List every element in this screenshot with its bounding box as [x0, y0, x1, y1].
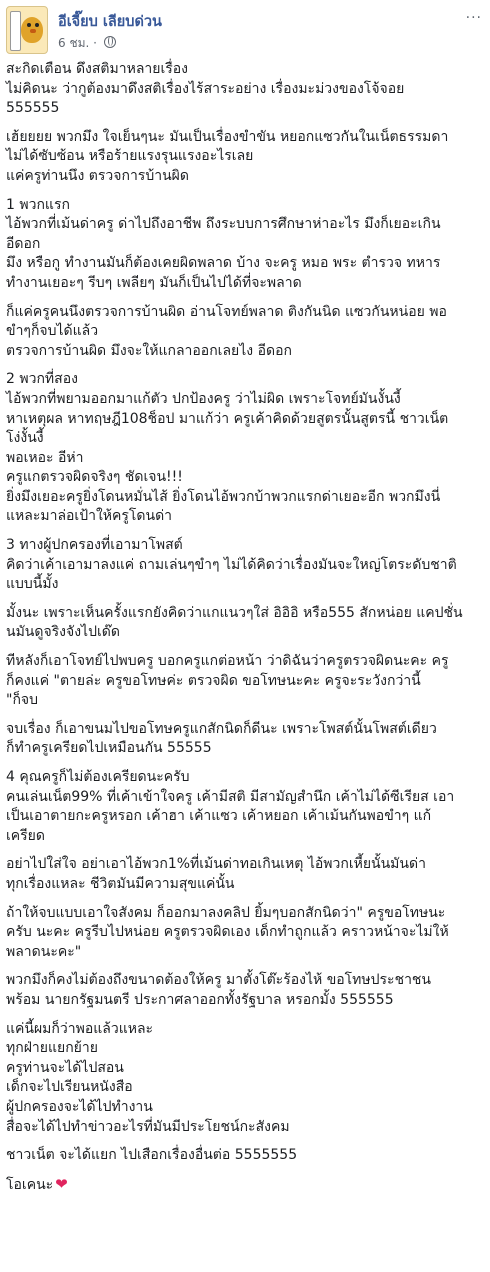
post-text-line: 1 พวกแรก: [6, 196, 70, 213]
post-text-line: 3 ทางผู้ปกครองที่เอามาโพสต์: [6, 537, 183, 554]
post-text-line: แบบนี้มั้ง: [6, 576, 59, 593]
post-text-line: ครับ นะคะ ครูรีบไปหน่อย ครูตรวจผิดเอง เด็กทำถูกแล้ว คราวหน้าจะไม่ให้: [6, 924, 449, 941]
post-text-line: แหละมาล่อเป้าให้ครูโดนด่า: [6, 508, 173, 525]
more-options-icon[interactable]: ···: [465, 10, 482, 26]
post-text-line: มึง หรือกู ทำงานมันก็ต้องเคยผิดพลาด บ้าง จะครู หมอ พระ ตำรวจ ทหาร: [6, 255, 441, 272]
post-paragraph: [6, 720, 484, 759]
post-text-line: ผู้ปกครองจะได้ไปทำงาน: [6, 1098, 153, 1115]
post-text-line: พร้อม นายกรัฐมนตรี ประกาศลาออกทั้งรัฐบาล หรอกมั้ง 555555: [6, 991, 394, 1008]
post-text-line: ก็แค่ครูคนนึงตรวจการบ้านผิด อ่านโจทย์พลาด ติงกันนิด แซวกันหน่อย พอ: [6, 303, 447, 320]
post-paragraph: [6, 971, 484, 1010]
post-text-line: อีดอก: [6, 235, 41, 252]
post-text-line: สื่อจะได้ไปทำข่าวอะไรที่มันมีประโยชน์กะสังคม: [6, 1118, 290, 1135]
post-text-line: เครียด: [6, 827, 45, 844]
post-timestamp[interactable]: 6 ชม.: [58, 36, 90, 50]
post-text-line: ทีหลังก็เอาโจทย์ไปพบครู บอกครูแกต่อหน้า ว่าดิฉันว่าครูตรวจผิดนะคะ ครู: [6, 653, 449, 670]
post-text-line: ไม่ได้ซับซ้อน หรือร้ายแรงรุนแรงอะไรเลย: [6, 148, 254, 165]
post-paragraph: [6, 536, 484, 595]
post-text-line: พอเหอะ อีห่า: [6, 449, 84, 466]
post-text-line: โง่งั้นงี้: [6, 430, 44, 447]
post-text-line: เป็นเอาตายกะครูหรอก เค้าฮา เค้าแซว เค้าหยอก เค้าเม้นกันพอขำๆ แก้: [6, 808, 432, 825]
post-text-line: ตรวจการบ้านผิด มึงจะให้แกลาออกเลยไง อีดอก: [6, 342, 292, 359]
post-paragraph: [6, 303, 484, 362]
post-text-line: แค่นี้ผมก็ว่าพอแล้วแหละ: [6, 1020, 154, 1037]
post-paragraph: [6, 1175, 484, 1196]
globe-icon[interactable]: [104, 36, 116, 48]
heart-emoji-icon: ❤: [55, 1174, 68, 1193]
post-paragraph: [6, 604, 484, 643]
post-text-line: สะกิดเตือน ดึงสติมาหลายเรื่อง: [6, 61, 189, 77]
post-body: [6, 60, 484, 1204]
post-text-line: ขำๆก็จบได้แล้ว: [6, 323, 99, 340]
post-paragraph: [6, 1146, 484, 1166]
post-text-line: จบเรื่อง ก็เอาขนมไปขอโทษครูแกสักนิดก็ดีนะ เพราะโพสต์นั้นโพสต์เดียว: [6, 720, 437, 737]
post-text-line: แค่ครูท่านนึง ตรวจการบ้านผิด: [6, 167, 189, 184]
post-text-line: ก็คงแค่ "ตายล่ะ ครูขอโทษค่ะ ตรวจผิด ขอโทษนะคะ ครูจะระวังกว่านี้: [6, 672, 421, 689]
post-text-line: นมันดูจริงจังไปเด๊ด: [6, 624, 120, 641]
post-paragraph: [6, 768, 484, 846]
post-text-line: โอเคนะ: [6, 1176, 54, 1193]
page-avatar[interactable]: [6, 6, 48, 54]
post-text-line: ครูแกตรวจผิดจริงๆ ชัดเจน!!!: [6, 469, 183, 486]
post-meta: [58, 34, 116, 53]
post-text-line: ทุกเรื่องแหละ ชีวิตมันมีความสุขแค่นั้น: [6, 875, 235, 892]
post-header: [6, 4, 486, 60]
post-text-line: เด็กจะไปเรียนหนังสือ: [6, 1079, 133, 1096]
post-paragraph: [6, 652, 484, 711]
post-text-line: พวกมึงก็คงไม่ต้องถึงขนาดต้องให้ครู มาตั้งโต๊ะร้องไห้ ขอโทษประชาชน: [6, 972, 432, 989]
post-text-line: เฮ้ยยยย พวกมึง ใจเย็นๆนะ มันเป็นเรื่องขำขัน หยอกแซวกันในเน็ตธรรมดา: [6, 128, 449, 145]
post-paragraph: [6, 128, 484, 187]
post-paragraph: [6, 904, 484, 963]
post-text-line: อย่าไปใส่ใจ อย่าเอาไอ้พวก1%ที่เม้นด่าทอเกินเหตุ ไอ้พวกเหี้ยนั้นมันด่า: [6, 856, 426, 873]
post-text-line: คนเล่นเน็ต99% ที่เค้าเข้าใจครู เค้ามีสติ มีสามัญสำนึก เค้าไม่ได้ซีเรียส เอา: [6, 788, 455, 805]
post-paragraph: [6, 1020, 484, 1138]
post-text-line: หาเหตุผล หาทฤษฎี108ช็อป มาแก้ว่า ครูเค้าคิดด้วยสูตรนั้นสูตรนี้ ชาวเน็ต: [6, 410, 449, 427]
post-text-line: ยิ่งมึงเยอะครูยิ่งโดนหมั่นไส้ ยิ่งโดนไอ้พวกบ้าพวกแรกด่าเยอะอีก พวกมึงนี่: [6, 488, 441, 505]
post-text-line: มั้งนะ เพราะเห็นครั้งแรกยังคิดว่าแกแนวๆใส่ อิอิอิ หรือ555 สักหน่อย แคปชั่น: [6, 604, 463, 621]
post-text-line: คิดว่าเค้าเอามาลงแค่ ถามเล่นๆขำๆ ไม่ได้คิดว่าเรื่องมันจะใหญ่โตระดับชาติ: [6, 556, 457, 573]
post-text-line: ครูท่านจะได้ไปสอน: [6, 1059, 124, 1076]
post-text-line: ก็ทำครูเครียดไปเหมือนกัน 55555: [6, 740, 212, 757]
post-text-line: ชาวเน็ต จะได้แยก ไปเสือกเรื่องอื่นต่อ 5555555: [6, 1147, 298, 1164]
post-text-line: ทำงานเยอะๆ รีบๆ เพลียๆ มันก็เป็นไปได้ที่จะพลาด: [6, 274, 302, 291]
post-text-line: 4 คุณครูก็ไม่ต้องเครียดนะครับ: [6, 769, 190, 785]
post-paragraph: [6, 855, 484, 894]
post-text-line: พลาดนะคะ": [6, 943, 82, 960]
post-text-line: ถ้าให้จบแบบเอาใจสังคม ก็ออกมาลงคลิป ยิ้มๆบอกสักนิดว่า" ครูขอโทษนะ: [6, 904, 446, 921]
post-paragraph: [6, 370, 484, 527]
post-text-line: ทุกฝ่ายแยกย้าย: [6, 1040, 98, 1057]
meta-separator: ·: [93, 36, 97, 50]
post-paragraph: [6, 196, 484, 294]
post-text-line: 2 พวกที่สอง: [6, 371, 78, 388]
page-name-link[interactable]: อีเจี๊ยบ เลียบด่วน: [58, 14, 162, 30]
tag-icon: [10, 11, 21, 51]
post-text-line: "ก็จบ: [6, 692, 39, 709]
post-paragraph: [6, 60, 484, 119]
post-text-line: ไอ้พวกที่เม้นด่าครู ด่าไปถึงอาชีพ ถึงระบบการศึกษาห่าอะไร มึงก็เยอะเกิน: [6, 216, 441, 233]
post-text-line: ไอ้พวกที่พยามออกมาแก้ตัว ปกป้องครู ว่าไม่ผิด เพราะโจทย์มันงั้นงี้: [6, 390, 401, 407]
post-text-line: ไม่คิดนะ ว่ากูต้องมาดึงสติเรื่องไร้สาระอย่าง เรื่องมะม่วงของโจ้จอย: [6, 80, 405, 97]
post-text-line: 555555: [6, 100, 60, 117]
